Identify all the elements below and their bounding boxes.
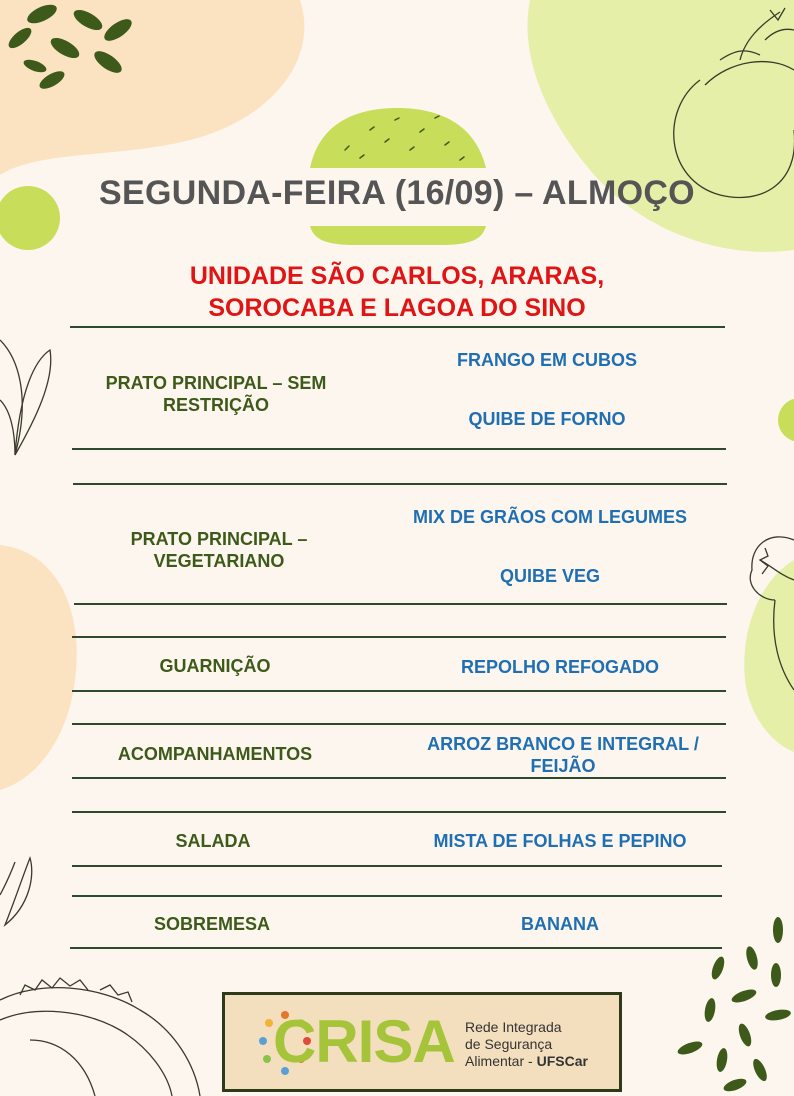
divider: [72, 448, 726, 450]
logo-tagline: Rede Integrada de Segurança Alimentar - UFSCar: [465, 1019, 588, 1069]
divider: [73, 483, 727, 485]
category-label: SALADA: [175, 831, 251, 851]
divider: [72, 723, 726, 725]
dish-item: FRANGO EM CUBOS: [457, 350, 637, 370]
leaf-icon: [0, 340, 51, 455]
category-label: SOBREMESA: [153, 914, 270, 934]
divider: [72, 811, 726, 813]
category-label: PRATO PRINCIPAL – SEM RESTRIÇÃO: [105, 373, 327, 415]
dish-item: MISTA DE FOLHAS E PEPINO: [433, 831, 687, 851]
dish-item: REPOLHO REFOGADO: [460, 657, 659, 677]
peach-blob: [0, 545, 77, 790]
page-title: SEGUNDA-FEIRA (16/09) – ALMOÇO: [99, 174, 695, 212]
units-line: UNIDADE SÃO CARLOS, ARARAS,: [189, 262, 605, 290]
bun-icon: [310, 108, 486, 168]
divider: [72, 865, 722, 867]
divider: [72, 895, 722, 897]
dish-item: QUIBE VEG: [499, 566, 601, 586]
units-line: SOROCABA E LAGOA DO SINO: [208, 294, 586, 322]
crisa-logo: [222, 992, 622, 1092]
divider: [72, 777, 726, 779]
dish-item: BANANA: [521, 914, 599, 934]
divider: [72, 636, 726, 638]
category-label: PRATO PRINCIPAL – VEGETARIANO: [130, 529, 308, 571]
divider: [70, 326, 725, 328]
dish-item: MIX DE GRÃOS COM LEGUMES: [412, 507, 688, 527]
units-heading: [0, 260, 794, 324]
divider: [72, 690, 726, 692]
dish-item: QUIBE DE FORNO: [468, 409, 626, 429]
lime-blob: [744, 560, 794, 752]
lime-dot: [778, 398, 794, 442]
logo-wordmark: CRISA: [273, 1008, 455, 1075]
bun-icon: [310, 226, 486, 245]
divider: [74, 603, 727, 605]
divider: [70, 947, 722, 949]
taco-icon: [0, 978, 200, 1096]
category-label: ACOMPANHAMENTOS: [117, 744, 313, 764]
dish-item: ARROZ BRANCO E INTEGRAL / FEIJÃO: [427, 734, 699, 776]
lime-blob: [528, 0, 794, 252]
leaf-icon: [0, 858, 32, 925]
category-label: GUARNIÇÃO: [159, 656, 271, 676]
